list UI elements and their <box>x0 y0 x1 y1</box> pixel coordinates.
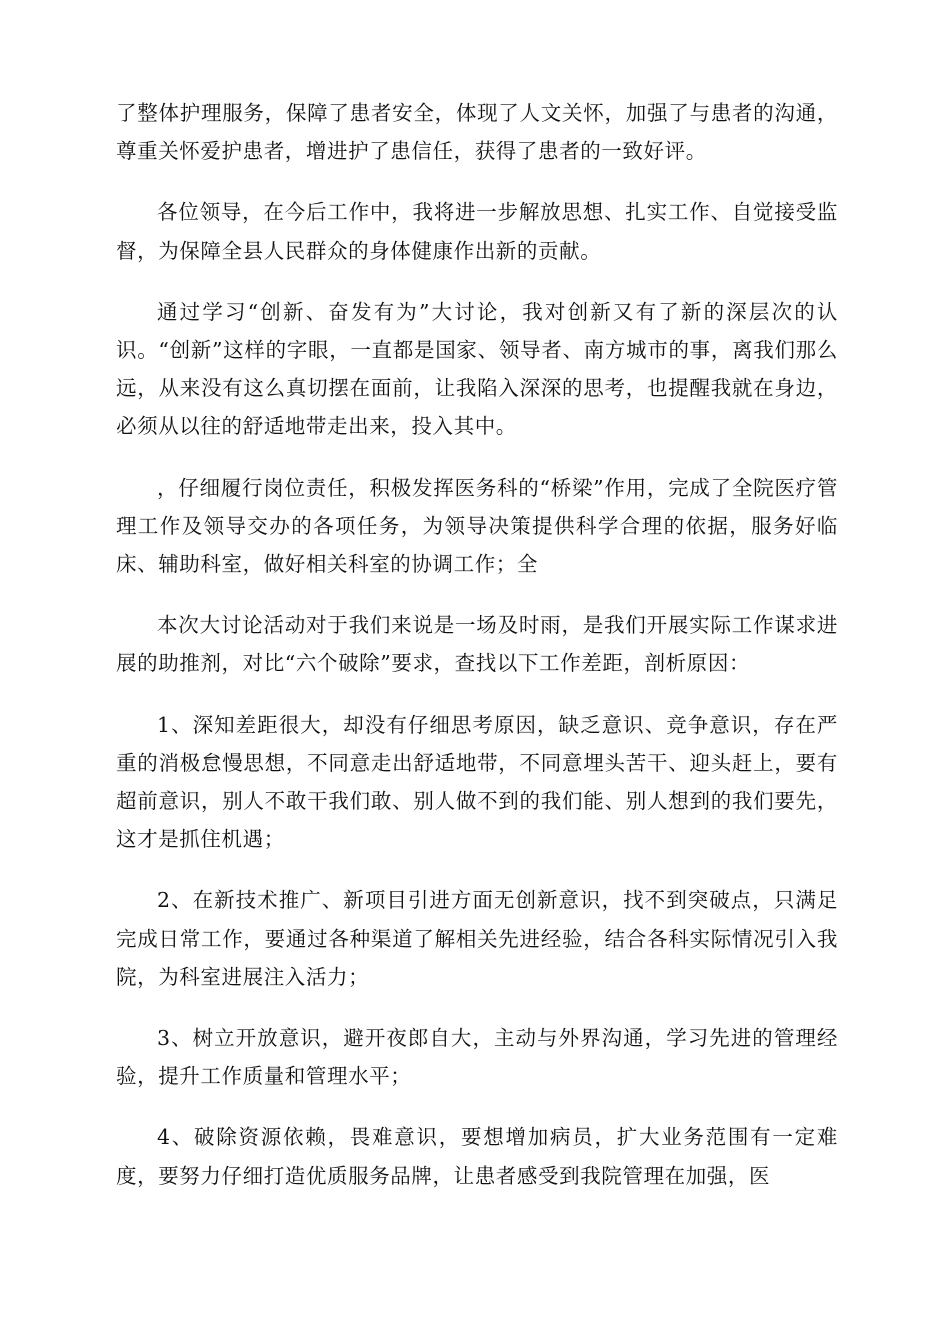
paragraph-4: ，仔细履行岗位责任，积极发挥医务科的“桥梁”作用，完成了全院医疗管理工作及领导交办的各项任务，为领导决策提供科学合理的依据，服务好临床、辅助科室，做好相关科室的协调工作；全 <box>116 475 838 577</box>
paragraph-8: 3、树立开放意识，避开夜郎自大，主动与外界沟通，学习先进的管理经验，提升工作质量和管理水平； <box>116 1026 838 1089</box>
paragraph-3: 通过学习“创新、奋发有为”大讨论，我对创新又有了新的深层次的认识。“创新”这样的字眼，一直都是国家、领导者、南方城市的事，离我们那么远，从来没有这么真切摆在面前，让我陷入深深的思考，也提醒我就在身边，必须从以往的舒适地带走出来，投入其中。 <box>116 299 838 439</box>
paragraph-6: 1、深知差距很大，却没有仔细思考原因，缺乏意识、竞争意识，存在严重的消极怠慢思想，不同意走出舒适地带，不同意埋头苦干、迎头赶上，要有超前意识，别人不敢干我们敢、别人做不到的我们能、别人想到的我们要先，这才是抓住机遇； <box>116 712 838 852</box>
paragraph-2: 各位领导，在今后工作中，我将进一步解放思想、扎实工作、自觉接受监督，为保障全县人民群众的身体健康作出新的贡献。 <box>116 200 838 263</box>
paragraph-7: 2、在新技术推广、新项目引进方面无创新意识，找不到突破点，只满足完成日常工作，要通过各种渠道了解相关先进经验，结合各科实际情况引入我院，为科室进展注入活力； <box>116 888 838 989</box>
paragraph-1: 了整体护理服务，保障了患者安全，体现了人文关怀，加强了与患者的沟通，尊重关怀爱护患者，增进护了患信任，获得了患者的一致好评。 <box>116 101 838 164</box>
paragraph-5: 本次大讨论活动对于我们来说是一场及时雨，是我们开展实际工作谋求进展的助推剂，对比“六个破除”要求，查找以下工作差距，剖析原因： <box>116 613 838 676</box>
paragraph-9: 4、破除资源依赖，畏难意识，要想增加病员，扩大业务范围有一定难度，要努力仔细打造优质服务品牌，让患者感受到我院管理在加强，医 <box>116 1125 838 1188</box>
document-page <box>116 94 838 1218</box>
